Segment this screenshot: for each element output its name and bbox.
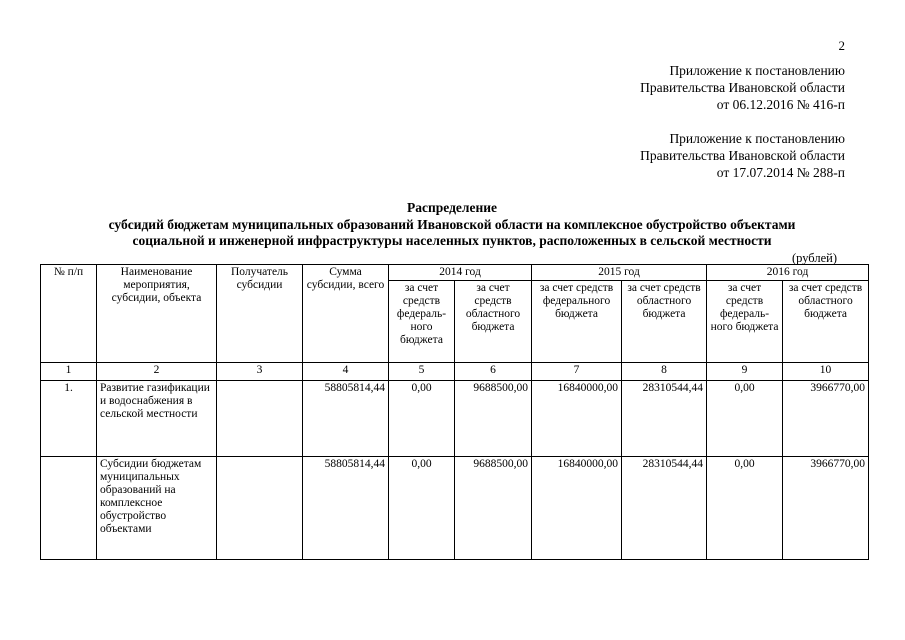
col-number: 4 [303, 363, 389, 381]
appendix-2-line-1: Приложение к постановлению [669, 131, 845, 146]
row-fed-2016: 0,00 [707, 381, 783, 457]
heading-line-2: субсидий бюджетам муниципальных образований Ивановской области на комплексное обустройство объектами [108, 216, 796, 232]
table-row [41, 457, 869, 560]
column-numbers-row [41, 363, 869, 381]
appendix-note-1 [560, 62, 845, 113]
appendix-2-line-2: Правительства Ивановской области [640, 148, 845, 163]
units-label: (рублей) [791, 251, 837, 265]
row-reg-2014: 9688500,00 [455, 457, 532, 560]
col-number: 6 [455, 363, 532, 381]
row-num [41, 457, 97, 560]
row-recipient [217, 457, 303, 560]
row-name: Развитие газификации и водоснабжения в сельской местности [97, 381, 217, 457]
header-year-2014: 2014 год [389, 265, 532, 281]
row-fed-2016: 0,00 [707, 457, 783, 560]
row-fed-2014: 0,00 [389, 381, 455, 457]
row-num: 1. [41, 381, 97, 457]
row-fed-2015: 16840000,00 [532, 457, 622, 560]
appendix-1-line-1: Приложение к постановлению [669, 63, 845, 78]
col-number: 8 [622, 363, 707, 381]
heading-line-1: Распределение [406, 200, 498, 215]
subsidy-table [40, 264, 869, 560]
header-fed-2016: за счет средств федераль-ного бюджета [707, 281, 783, 363]
table-row [41, 381, 869, 457]
header-reg-2014: за счет средств областного бюджета [455, 281, 532, 363]
row-total: 58805814,44 [303, 457, 389, 560]
col-number: 9 [707, 363, 783, 381]
row-fed-2015: 16840000,00 [532, 381, 622, 457]
col-number: 3 [217, 363, 303, 381]
row-recipient [217, 381, 303, 457]
col-number: 2 [97, 363, 217, 381]
header-year-2015: 2015 год [532, 265, 707, 281]
row-name: Субсидии бюджетам муниципальных образований на комплексное обустройство объектами [97, 457, 217, 560]
row-total: 58805814,44 [303, 381, 389, 457]
row-reg-2014: 9688500,00 [455, 381, 532, 457]
header-recipient: Получатель субсидии [217, 265, 303, 363]
header-fed-2014: за счет средств федераль-ного бюджета [389, 281, 455, 363]
header-num: № п/п [41, 265, 97, 363]
header-fed-2015: за счет средств федерального бюджета [532, 281, 622, 363]
appendix-1-line-3: от 06.12.2016 № 416-п [716, 97, 845, 112]
appendix-2-line-3: от 17.07.2014 № 288-п [716, 165, 845, 180]
row-reg-2016: 3966770,00 [783, 381, 869, 457]
row-reg-2015: 28310544,44 [622, 457, 707, 560]
heading-line-3: социальной и инженерной инфраструктуры населенных пунктов, расположенных в сельской местности [132, 233, 772, 248]
row-reg-2015: 28310544,44 [622, 381, 707, 457]
header-reg-2015: за счет средств областного бюджета [622, 281, 707, 363]
header-row-1 [41, 265, 869, 281]
page-number: 2 [838, 38, 845, 53]
header-year-2016: 2016 год [707, 265, 869, 281]
col-number: 7 [532, 363, 622, 381]
row-reg-2016: 3966770,00 [783, 457, 869, 560]
header-total: Сумма субсидии, всего [303, 265, 389, 363]
appendix-1-line-2: Правительства Ивановской области [640, 80, 845, 95]
appendix-note-2 [560, 130, 845, 181]
header-reg-2016: за счет средств областного бюджета [783, 281, 869, 363]
col-number: 5 [389, 363, 455, 381]
row-fed-2014: 0,00 [389, 457, 455, 560]
document-heading [40, 200, 864, 250]
col-number: 1 [41, 363, 97, 381]
header-name: Наименование мероприятия, субсидии, объекта [97, 265, 217, 363]
col-number: 10 [783, 363, 869, 381]
